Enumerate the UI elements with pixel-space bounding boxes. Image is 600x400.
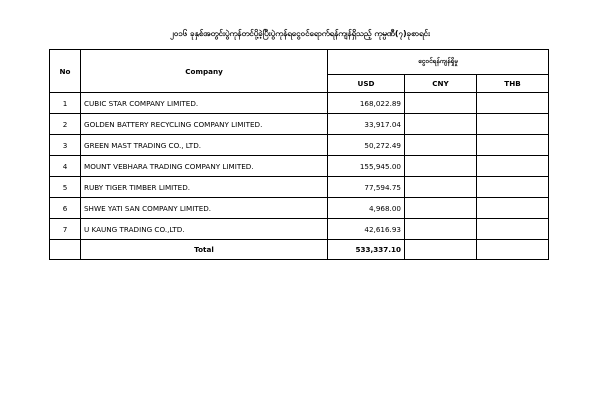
row-thb [477,177,549,198]
row-cny [405,198,477,219]
row-thb [477,114,549,135]
row-company: GOLDEN BATTERY RECYCLING COMPANY LIMITED. [81,114,328,135]
row-company: RUBY TIGER TIMBER LIMITED. [81,177,328,198]
row-thb [477,135,549,156]
row-usd: 77,594.75 [328,177,405,198]
row-cny [405,219,477,240]
row-usd: 4,968.00 [328,198,405,219]
header-cny: CNY [405,75,477,93]
row-cny [405,177,477,198]
row-thb [477,198,549,219]
row-company: MOUNT VEBHARA TRADING COMPANY LIMITED. [81,156,328,177]
row-no: 6 [50,198,81,219]
total-no-cell [50,240,81,260]
header-usd: USD [328,75,405,93]
table-row [50,93,549,114]
row-no: 1 [50,93,81,114]
outstanding-payments-table [49,49,549,260]
table-row [50,156,549,177]
row-company: U KAUNG TRADING CO.,LTD. [81,219,328,240]
row-company: SHWE YATI SAN COMPANY LIMITED. [81,198,328,219]
row-company: GREEN MAST TRADING CO., LTD. [81,135,328,156]
row-thb [477,156,549,177]
header-no: No [50,50,81,93]
table-row [50,177,549,198]
total-cny [405,240,477,260]
row-no: 7 [50,219,81,240]
table-row [50,114,549,135]
row-usd: 33,917.04 [328,114,405,135]
total-row [50,240,549,260]
header-outstanding-group: ငွေဝင်ရန်ကျန်ရှိမှု [328,50,549,75]
total-thb [477,240,549,260]
header-row [50,50,549,75]
row-usd: 50,272.49 [328,135,405,156]
row-cny [405,156,477,177]
row-no: 4 [50,156,81,177]
row-thb [477,93,549,114]
document-title: ၂၀၁၆ ခုနှစ်အတွင်းပွဲကုန်တင်ပို့ခဲ့ပြီးပွဲကုန်ရငွေဝင်ရောက်ရန်ကျန်ရှိသည့် ကုမ္ပဏီ(၇)ခုစာရင်း [169,29,431,38]
table-row [50,198,549,219]
row-no: 2 [50,114,81,135]
row-no: 5 [50,177,81,198]
header-thb: THB [477,75,549,93]
row-thb [477,219,549,240]
row-usd: 155,945.00 [328,156,405,177]
row-cny [405,114,477,135]
total-usd: 533,337.10 [328,240,405,260]
row-cny [405,135,477,156]
row-no: 3 [50,135,81,156]
row-usd: 42,616.93 [328,219,405,240]
total-label: Total [81,240,328,260]
table-row [50,135,549,156]
header-company: Company [81,50,328,93]
row-company: CUBIC STAR COMPANY LIMITED. [81,93,328,114]
row-cny [405,93,477,114]
row-usd: 168,022.89 [328,93,405,114]
table-row [50,219,549,240]
